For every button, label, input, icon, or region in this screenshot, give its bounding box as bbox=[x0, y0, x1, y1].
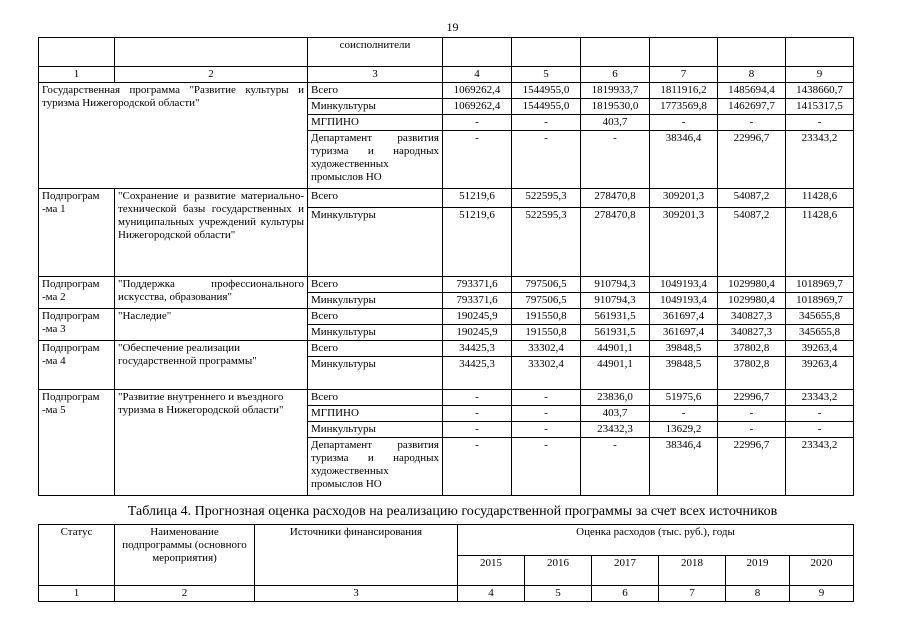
source-cell: Всего bbox=[308, 341, 443, 357]
value-cell: 1462697,7 bbox=[718, 99, 786, 115]
empty-cell bbox=[512, 38, 581, 67]
value-cell: 1544955,0 bbox=[512, 83, 581, 99]
value-cell: 361697,4 bbox=[650, 309, 718, 325]
value-cell: 1819933,7 bbox=[581, 83, 650, 99]
value-cell: 33302,4 bbox=[512, 341, 581, 357]
value-cell: 1069262,4 bbox=[443, 83, 512, 99]
value-cell: - bbox=[512, 438, 581, 496]
value-cell: - bbox=[786, 115, 854, 131]
value-cell: - bbox=[650, 115, 718, 131]
subprogram-status: Подпрограм -ма 3 bbox=[39, 309, 115, 341]
value-cell: 11428,6 bbox=[786, 208, 854, 277]
year-cell: 2016 bbox=[525, 555, 592, 586]
value-cell: 13629,2 bbox=[650, 422, 718, 438]
value-cell: 1018969,7 bbox=[786, 277, 854, 293]
col-number: 8 bbox=[718, 67, 786, 83]
col-number: 1 bbox=[39, 586, 115, 602]
empty-cell bbox=[650, 38, 718, 67]
program-row bbox=[39, 83, 854, 99]
source-cell: Всего bbox=[308, 309, 443, 325]
header-status: Статус bbox=[39, 525, 115, 586]
empty-cell bbox=[39, 38, 115, 67]
value-cell: - bbox=[512, 406, 581, 422]
value-cell: - bbox=[512, 422, 581, 438]
value-cell: 22996,7 bbox=[718, 131, 786, 189]
subprogram-status: Подпрограм -ма 4 bbox=[39, 341, 115, 390]
value-cell: 1069262,4 bbox=[443, 99, 512, 115]
value-cell: 403,7 bbox=[581, 406, 650, 422]
value-cell: 39263,4 bbox=[786, 341, 854, 357]
col-number: 7 bbox=[659, 586, 726, 602]
value-cell: 39848,5 bbox=[650, 357, 718, 390]
sub5-row bbox=[39, 390, 854, 406]
value-cell: 23432,3 bbox=[581, 422, 650, 438]
value-cell: 191550,8 bbox=[512, 309, 581, 325]
value-cell: 522595,3 bbox=[512, 189, 581, 208]
col-number: 2 bbox=[115, 67, 308, 83]
value-cell: - bbox=[581, 438, 650, 496]
value-cell: 345655,8 bbox=[786, 309, 854, 325]
value-cell: 1819530,0 bbox=[581, 99, 650, 115]
col-number: 1 bbox=[39, 67, 115, 83]
sub4-row bbox=[39, 341, 854, 357]
subprogram-name: "Сохранение и развитие материально-технической базы государственных и муниципальных учреждений культуры Нижегородской области" bbox=[115, 189, 308, 277]
value-cell: - bbox=[512, 115, 581, 131]
value-cell: 561931,5 bbox=[581, 325, 650, 341]
col-number: 8 bbox=[726, 586, 790, 602]
value-cell: 22996,7 bbox=[718, 438, 786, 496]
subprogram-name: "Наследие" bbox=[115, 309, 308, 341]
source-cell: Минкультуры bbox=[308, 208, 443, 277]
value-cell: 1049193,4 bbox=[650, 277, 718, 293]
value-cell: 34425,3 bbox=[443, 341, 512, 357]
empty-cell bbox=[443, 38, 512, 67]
value-cell: 1438660,7 bbox=[786, 83, 854, 99]
top-row bbox=[39, 38, 854, 67]
table4-title: Таблица 4. Прогнозная оценка расходов на реализацию государственной программы за счет всех источников bbox=[127, 504, 778, 519]
expenses-table-continued bbox=[38, 37, 854, 496]
value-cell: 1029980,4 bbox=[718, 293, 786, 309]
value-cell: - bbox=[512, 390, 581, 406]
value-cell: 1029980,4 bbox=[718, 277, 786, 293]
source-cell: Минкультуры bbox=[308, 357, 443, 390]
value-cell: 1415317,5 bbox=[786, 99, 854, 115]
header-sources: Источники финансирования bbox=[255, 525, 458, 586]
source-cell: Всего bbox=[308, 277, 443, 293]
source-cell: Минкультуры bbox=[308, 99, 443, 115]
value-cell: 38346,4 bbox=[650, 438, 718, 496]
value-cell: 190245,9 bbox=[443, 325, 512, 341]
col-number: 9 bbox=[790, 586, 854, 602]
source-cell: Минкультуры bbox=[308, 325, 443, 341]
value-cell: - bbox=[443, 390, 512, 406]
value-cell: 1049193,4 bbox=[650, 293, 718, 309]
empty-cell bbox=[115, 38, 308, 67]
col-number: 5 bbox=[512, 67, 581, 83]
value-cell: 340827,3 bbox=[718, 309, 786, 325]
col-number: 6 bbox=[581, 67, 650, 83]
value-cell: 345655,8 bbox=[786, 325, 854, 341]
value-cell: 309201,3 bbox=[650, 208, 718, 277]
subprogram-name: "Обеспечение реализации государственной программы" bbox=[115, 341, 308, 390]
col-number: 2 bbox=[115, 586, 255, 602]
sub3-row bbox=[39, 309, 854, 325]
year-cell: 2017 bbox=[592, 555, 659, 586]
source-cell: МГПИНО bbox=[308, 406, 443, 422]
col-number: 6 bbox=[592, 586, 659, 602]
value-cell: - bbox=[786, 406, 854, 422]
value-cell: 1811916,2 bbox=[650, 83, 718, 99]
year-cell: 2020 bbox=[790, 555, 854, 586]
value-cell: 278470,8 bbox=[581, 189, 650, 208]
col-number: 4 bbox=[458, 586, 525, 602]
value-cell: 23343,2 bbox=[786, 438, 854, 496]
colnum-row bbox=[39, 67, 854, 83]
value-cell: 793371,6 bbox=[443, 277, 512, 293]
source-cell: МГПИНО bbox=[308, 115, 443, 131]
value-cell: - bbox=[786, 422, 854, 438]
value-cell: 1544955,0 bbox=[512, 99, 581, 115]
empty-cell bbox=[786, 38, 854, 67]
value-cell: - bbox=[650, 406, 718, 422]
value-cell: 793371,6 bbox=[443, 293, 512, 309]
subprogram-name: "Развитие внутреннего и въездного туризма в Нижегородской области" bbox=[115, 390, 308, 496]
subprogram-name: "Поддержка профессионального искусства, образования" bbox=[115, 277, 308, 309]
value-cell: 22996,7 bbox=[718, 390, 786, 406]
empty-cell bbox=[718, 38, 786, 67]
year-cell: 2018 bbox=[659, 555, 726, 586]
value-cell: 522595,3 bbox=[512, 208, 581, 277]
value-cell: - bbox=[443, 131, 512, 189]
value-cell: - bbox=[443, 438, 512, 496]
col-number: 4 bbox=[443, 67, 512, 83]
value-cell: 37802,8 bbox=[718, 357, 786, 390]
value-cell: 1773569,8 bbox=[650, 99, 718, 115]
sub1-row bbox=[39, 189, 854, 208]
value-cell: 11428,6 bbox=[786, 189, 854, 208]
value-cell: 54087,2 bbox=[718, 208, 786, 277]
subprogram-status: Подпрограм -ма 2 bbox=[39, 277, 115, 309]
year-cell: 2015 bbox=[458, 555, 525, 586]
value-cell: 44901,1 bbox=[581, 341, 650, 357]
source-cell: Всего bbox=[308, 390, 443, 406]
value-cell: 190245,9 bbox=[443, 309, 512, 325]
program-status: Государственная программа "Развитие культуры и туризма Нижегородской области" bbox=[39, 83, 308, 189]
value-cell: 797506,5 bbox=[512, 293, 581, 309]
subprogram-status: Подпрограм -ма 5 bbox=[39, 390, 115, 496]
source-cell: Департамент развития туризма и народных художественных промыслов НО bbox=[308, 131, 443, 189]
value-cell: 797506,5 bbox=[512, 277, 581, 293]
value-cell: 37802,8 bbox=[718, 341, 786, 357]
subprogram-status: Подпрограм -ма 1 bbox=[39, 189, 115, 277]
value-cell: 361697,4 bbox=[650, 325, 718, 341]
value-cell: 34425,3 bbox=[443, 357, 512, 390]
value-cell: 44901,1 bbox=[581, 357, 650, 390]
source-cell: Минкультуры bbox=[308, 422, 443, 438]
source-cell: соисполнители bbox=[308, 38, 443, 67]
source-cell: Всего bbox=[308, 189, 443, 208]
value-cell: 38346,4 bbox=[650, 131, 718, 189]
col-number: 7 bbox=[650, 67, 718, 83]
col-number: 3 bbox=[308, 67, 443, 83]
empty-cell bbox=[581, 38, 650, 67]
col-number: 5 bbox=[525, 586, 592, 602]
source-cell: Всего bbox=[308, 83, 443, 99]
forecast-table-header bbox=[38, 524, 854, 602]
value-cell: - bbox=[718, 406, 786, 422]
value-cell: 51975,6 bbox=[650, 390, 718, 406]
source-cell: Минкультуры bbox=[308, 293, 443, 309]
value-cell: 1018969,7 bbox=[786, 293, 854, 309]
value-cell: 23836,0 bbox=[581, 390, 650, 406]
source-cell: Департамент развития туризма и народных художественных промыслов НО bbox=[308, 438, 443, 496]
value-cell: 403,7 bbox=[581, 115, 650, 131]
value-cell: 910794,3 bbox=[581, 293, 650, 309]
value-cell: 1485694,4 bbox=[718, 83, 786, 99]
value-cell: - bbox=[443, 422, 512, 438]
year-cell: 2019 bbox=[726, 555, 790, 586]
value-cell: 54087,2 bbox=[718, 189, 786, 208]
value-cell: - bbox=[443, 115, 512, 131]
value-cell: 191550,8 bbox=[512, 325, 581, 341]
col-number: 3 bbox=[255, 586, 458, 602]
value-cell: - bbox=[512, 131, 581, 189]
value-cell: - bbox=[581, 131, 650, 189]
table4-header-row bbox=[39, 525, 854, 556]
value-cell: - bbox=[718, 115, 786, 131]
table4-colnum-row bbox=[39, 586, 854, 602]
col-number: 9 bbox=[786, 67, 854, 83]
value-cell: 561931,5 bbox=[581, 309, 650, 325]
header-name: Наименование подпрограммы (основного мероприятия) bbox=[115, 525, 255, 586]
value-cell: 23343,2 bbox=[786, 390, 854, 406]
value-cell: 33302,4 bbox=[512, 357, 581, 390]
value-cell: 39848,5 bbox=[650, 341, 718, 357]
value-cell: 23343,2 bbox=[786, 131, 854, 189]
value-cell: - bbox=[443, 406, 512, 422]
value-cell: 278470,8 bbox=[581, 208, 650, 277]
value-cell: 910794,3 bbox=[581, 277, 650, 293]
value-cell: 39263,4 bbox=[786, 357, 854, 390]
page-number: 19 bbox=[446, 20, 459, 34]
value-cell: 51219,6 bbox=[443, 189, 512, 208]
sub2-row bbox=[39, 277, 854, 293]
header-estimate: Оценка расходов (тыс. руб.), годы bbox=[458, 525, 854, 556]
value-cell: - bbox=[718, 422, 786, 438]
value-cell: 51219,6 bbox=[443, 208, 512, 277]
value-cell: 309201,3 bbox=[650, 189, 718, 208]
value-cell: 340827,3 bbox=[718, 325, 786, 341]
